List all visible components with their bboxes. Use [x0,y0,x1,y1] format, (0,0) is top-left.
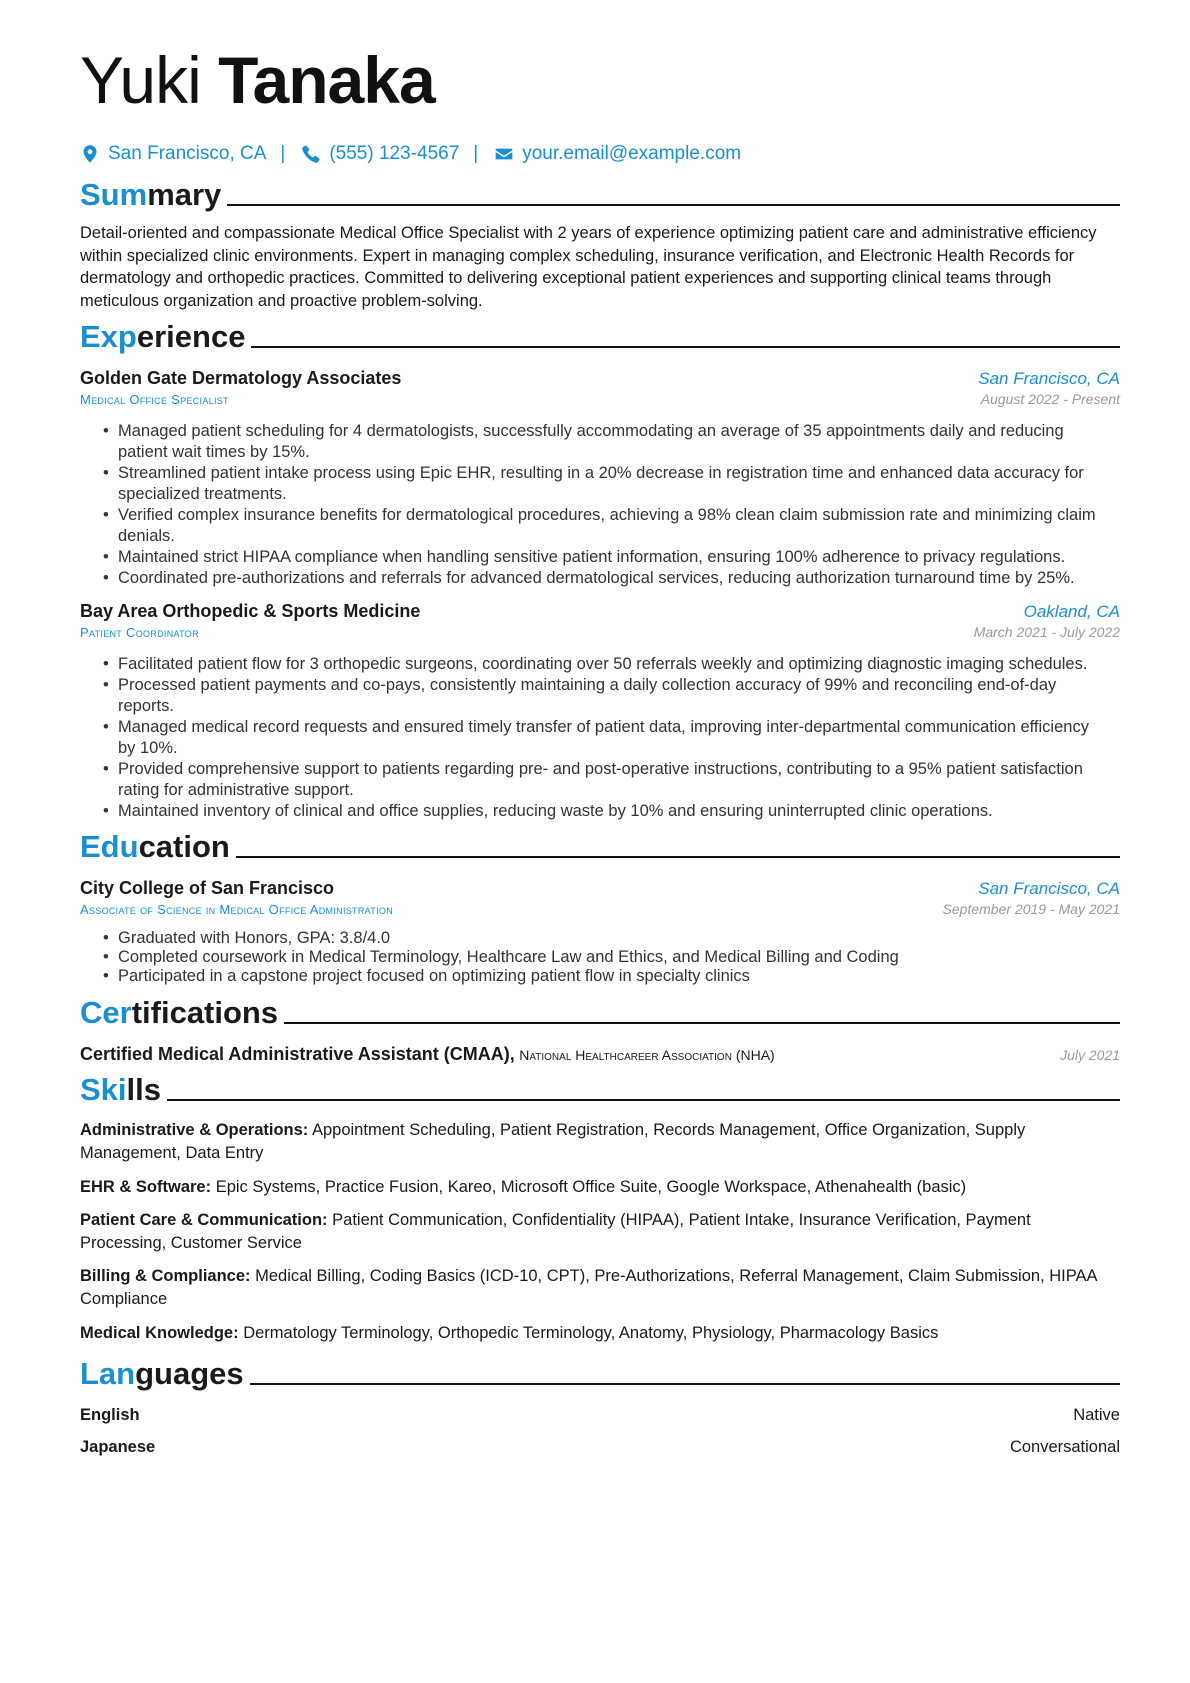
education-dates: September 2019 - May 2021 [942,901,1120,918]
certifications-section-header [80,994,1120,1032]
languages-section-header [80,1355,1120,1393]
location-text: San Francisco, CA [108,143,267,164]
contact-email[interactable] [494,143,741,165]
experience-section-header [80,318,1120,356]
section-divider [284,1022,1120,1024]
language-name: English [80,1406,140,1425]
school-name: City College of San Francisco [80,878,335,899]
section-title-experience: Experience [80,319,246,355]
list-item: • Provided comprehensive support to patients regarding pre- and post-operative instructions, contributing to a 95% patient satisfaction rating for administrative support. [118,759,1120,801]
language-entry [80,1438,1120,1457]
skill-group-value: Epic Systems, Practice Fusion, Kareo, Microsoft Office Suite, Google Workspace, Athenahealth (basic) [215,1177,967,1196]
skill-group-value: Dermatology Terminology, Orthopedic Terminology, Anatomy, Physiology, Pharmacology Basics [243,1323,939,1342]
candidate-name [80,40,1120,120]
school-location: San Francisco, CA [978,879,1120,899]
section-title-languages: Languages [80,1356,244,1392]
education-entry [80,878,1120,986]
phone-text: (555) 123-4567 [329,143,460,164]
education-section-header [80,828,1120,866]
list-item: • Coordinated pre-authorizations and referrals for advanced dermatological services, reducing authorization turnaround time by 25%. [118,568,1120,589]
skill-group-label: EHR & Software: [80,1177,212,1196]
job-location: San Francisco, CA [978,369,1120,389]
email-link[interactable]: your.email@example.com [522,143,742,164]
last-name: Tanaka [218,43,435,117]
job-organization: Bay Area Orthopedic & Sports Medicine [80,601,421,622]
job-title: Medical Office Specialist [80,392,229,408]
certification-separator: , [509,1044,515,1065]
section-title-certifications: Certifications [80,995,279,1031]
skill-group-label: Medical Knowledge: [80,1323,239,1342]
contact-phone[interactable] [301,143,459,165]
job-entry [80,368,1120,589]
section-divider [227,204,1120,206]
language-level: Conversational [1009,1438,1120,1457]
job-title: Patient Coordinator [80,625,199,641]
phone-icon [301,144,321,164]
certification-date: July 2021 [1060,1047,1120,1064]
list-item: • Processed patient payments and co-pays, consistently maintaining a daily collection accuracy of 99% and reconciling end-of-day reports. [118,675,1120,717]
job-bullets [80,654,1120,822]
job-dates: August 2022 - Present [980,391,1120,408]
job-bullets [80,421,1120,589]
contact-separator: | [280,143,286,164]
job-location: Oakland, CA [1023,602,1120,622]
first-name: Yuki [80,43,201,117]
certification-issuer: National Healthcareer Association (NHA) [519,1047,775,1064]
skills-section-header [80,1071,1120,1109]
list-item: • Participated in a capstone project focused on optimizing patient flow in specialty clinics [118,967,1120,986]
certification-name: Certified Medical Administrative Assistant (CMAA) [80,1044,510,1065]
section-divider [250,1383,1120,1385]
skill-group-value: Patient Communication, Confidentiality (HIPAA), Patient Intake, Insurance Verification, Payment Processing, Customer Service [80,1211,1031,1252]
summary-section-header [80,176,1120,214]
list-item: • Verified complex insurance benefits for dermatological procedures, achieving a 98% clean claim submission rate and minimizing claim denials. [118,505,1120,547]
contact-separator: | [473,143,479,164]
degree-name: Associate of Science in Medical Office Administration [80,902,393,918]
language-entry [80,1406,1120,1425]
map-pin-icon [80,144,100,164]
language-name: Japanese [80,1438,156,1457]
section-title-education: Education [80,829,230,865]
list-item: • Graduated with Honors, GPA: 3.8/4.0 [118,929,1120,948]
list-item: • Facilitated patient flow for 3 orthopedic surgeons, coordinating over 50 referrals weekly and optimizing diagnostic imaging schedules. [118,654,1120,675]
skill-group [80,1119,1120,1164]
list-item: • Streamlined patient intake process using Epic EHR, resulting in a 20% decrease in registration time and enhanced data accuracy for specialized treatments. [118,463,1120,505]
contact-bar [80,140,1120,168]
section-title-summary: Summary [80,177,222,212]
list-item: • Maintained strict HIPAA compliance when handling sensitive patient information, ensuring 100% adherence to privacy regulations. [118,547,1120,568]
skill-group [80,1322,1120,1345]
list-item: • Managed patient scheduling for 4 dermatologists, successfully accommodating an average of 35 appointments daily and reducing patient wait times by 15%. [118,421,1120,463]
skill-group-value: Appointment Scheduling, Patient Registration, Records Management, Office Organization, Supply Management, Data Entry [80,1121,1026,1162]
section-divider [167,1099,1120,1101]
skill-group-value: Medical Billing, Coding Basics (ICD-10, CPT), Pre-Authorizations, Referral Management, Claim Submission, HIPAA Compliance [80,1267,1097,1308]
skill-group [80,1176,1120,1199]
section-divider [236,856,1120,858]
job-dates: March 2021 - July 2022 [973,624,1120,641]
job-organization: Golden Gate Dermatology Associates [80,368,402,389]
education-bullets [80,929,1120,986]
skill-group-label: Patient Care & Communication: [80,1211,328,1230]
skill-group-label: Administrative & Operations: [80,1121,309,1140]
list-item: • Completed coursework in Medical Terminology, Healthcare Law and Ethics, and Medical Billing and Coding [118,948,1120,967]
job-entry [80,601,1120,822]
envelope-icon [494,144,514,164]
skill-group-label: Billing & Compliance: [80,1267,251,1286]
list-item: • Managed medical record requests and ensured timely transfer of patient data, improving inter-departmental communication efficiency by 10%. [118,717,1120,759]
contact-location [80,143,266,165]
list-item: • Maintained inventory of clinical and office supplies, reducing waste by 10% and ensuring uninterrupted clinic operations. [118,801,1120,822]
language-level: Native [1073,1406,1120,1425]
resume-page [80,40,1120,1457]
skills-list [80,1119,1120,1344]
skill-group [80,1209,1120,1254]
section-divider [251,346,1120,348]
certification-entry [80,1044,1120,1065]
skill-group [80,1265,1120,1310]
summary-text: Detail-oriented and compassionate Medical Office Specialist with 2 years of experience optimizing patient care and administrative efficiency within specialized clinic environments. Expert in managing complex scheduling, insurance verification, and Electronic Health Records for dermatology and orthopedic practices. Committed to delivering exceptional patient experiences and supporting clinical teams through meticulous organization and proactive problem-solving. [80,224,1097,310]
section-title-skills: Skills [80,1072,161,1108]
